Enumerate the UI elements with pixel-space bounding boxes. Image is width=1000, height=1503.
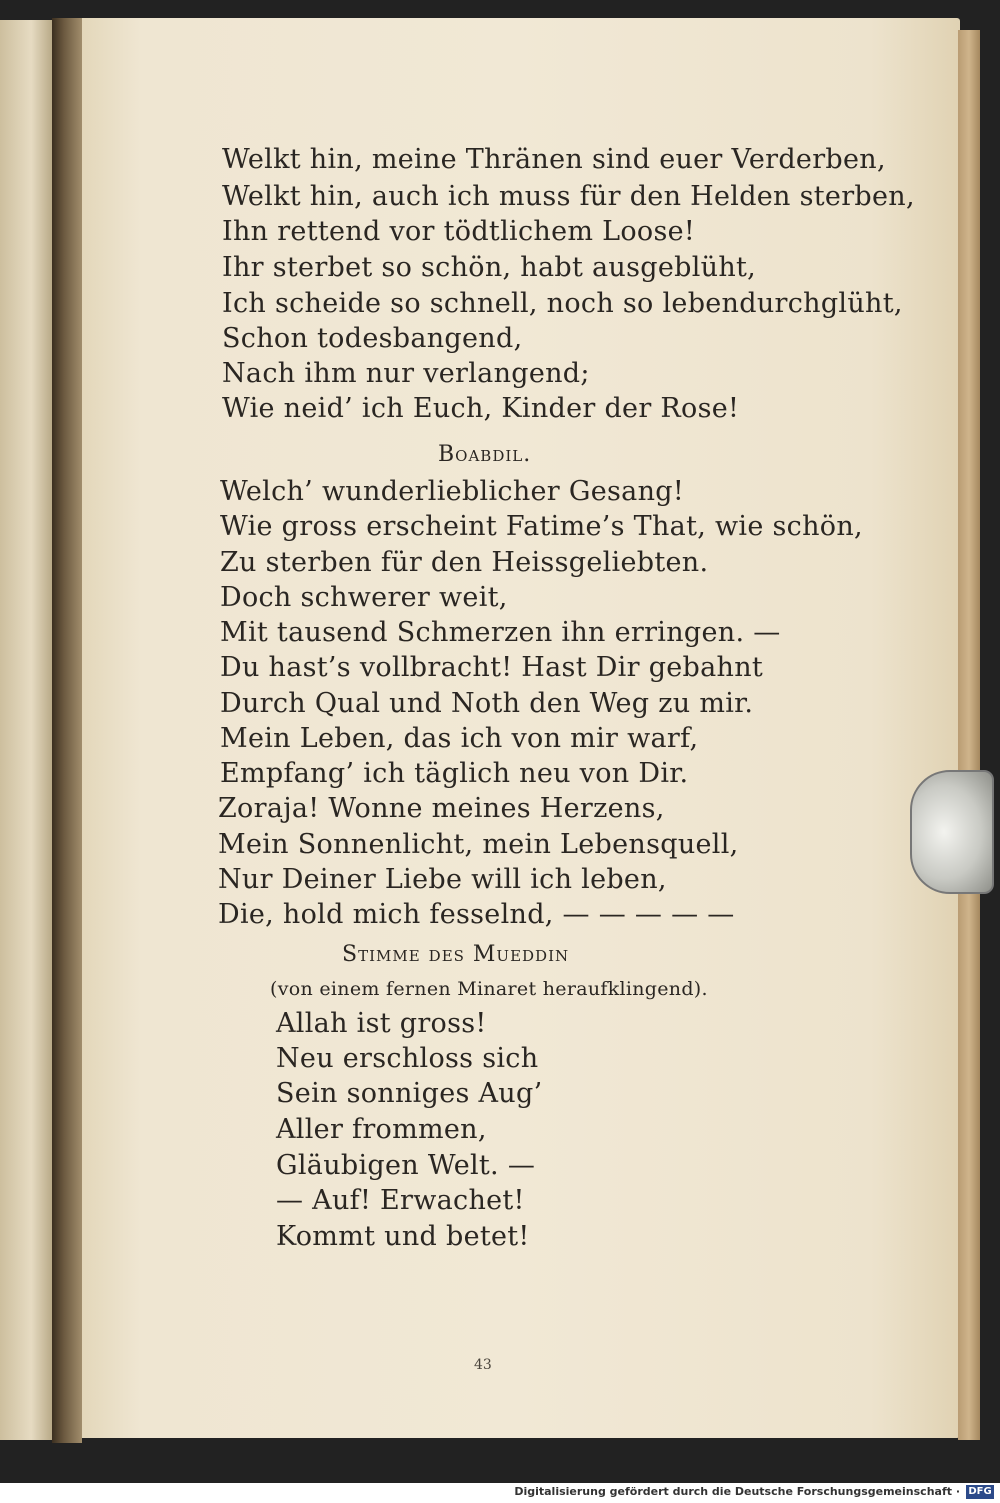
speaker-boabdil: Boabdil. xyxy=(438,442,532,467)
verse-line: Zu sterben für den Heissgeliebten. xyxy=(220,547,709,578)
verse-line: Mit tausend Schmerzen ihn erringen. — xyxy=(220,617,781,648)
page-number: 43 xyxy=(474,1357,492,1373)
dfg-logo: DFG xyxy=(966,1485,994,1499)
verse-line: Du hast’s vollbracht! Hast Dir gebahnt xyxy=(220,652,764,683)
verse-line: Welkt hin, meine Thränen sind euer Verderben, xyxy=(222,144,886,175)
verse-line: Mein Leben, das ich von mir warf, xyxy=(220,723,699,754)
stage-direction: (von einem fernen Minaret heraufklingend). xyxy=(270,978,708,1000)
speaker-mueddin: Stimme des Mueddin xyxy=(342,942,570,967)
verse-line: Durch Qual und Noth den Weg zu mir. xyxy=(220,688,754,719)
verse-line: Mein Sonnenlicht, mein Lebensquell, xyxy=(218,829,739,860)
footer-bar xyxy=(0,1483,1000,1503)
verse-line: Ich scheide so schnell, noch so lebendurchglüht, xyxy=(222,288,903,319)
verse-line: Ihr sterbet so schön, habt ausgeblüht, xyxy=(222,252,757,283)
verse-line: — Auf! Erwachet! xyxy=(276,1185,525,1216)
footer-credit: Digitalisierung gefördert durch die Deutsche Forschungsgemeinschaft · xyxy=(514,1485,960,1498)
verse-line: Doch schwerer weit, xyxy=(220,582,508,613)
verse-line: Zoraja! Wonne meines Herzens, xyxy=(218,793,665,824)
verse-line: Gläubigen Welt. — xyxy=(276,1150,536,1181)
verse-line: Neu erschloss sich xyxy=(276,1043,539,1074)
verse-line: Schon todesbangend, xyxy=(222,323,523,354)
verse-line: Die, hold mich fesselnd, — — — — — xyxy=(218,899,735,930)
verse-line: Allah ist gross! xyxy=(276,1008,487,1039)
verse-line: Empfang’ ich täglich neu von Dir. xyxy=(220,758,689,789)
verse-line: Nur Deiner Liebe will ich leben, xyxy=(218,864,667,895)
verse-line: Nach ihm nur verlangend; xyxy=(222,358,590,389)
verse-line: Wie neid’ ich Euch, Kinder der Rose! xyxy=(222,393,740,424)
verse-line: Kommt und betet! xyxy=(276,1221,530,1252)
verse-line: Sein sonniges Aug’ xyxy=(276,1078,543,1109)
verse-line: Ihn rettend vor tödtlichem Loose! xyxy=(222,216,696,247)
verse-line: Welch’ wunderlieblicher Gesang! xyxy=(220,476,685,507)
verse-line: Aller frommen, xyxy=(276,1114,487,1145)
verse-line: Welkt hin, auch ich muss für den Helden sterben, xyxy=(222,181,915,212)
verse-line: Wie gross erscheint Fatime’s That, wie schön, xyxy=(220,511,863,542)
